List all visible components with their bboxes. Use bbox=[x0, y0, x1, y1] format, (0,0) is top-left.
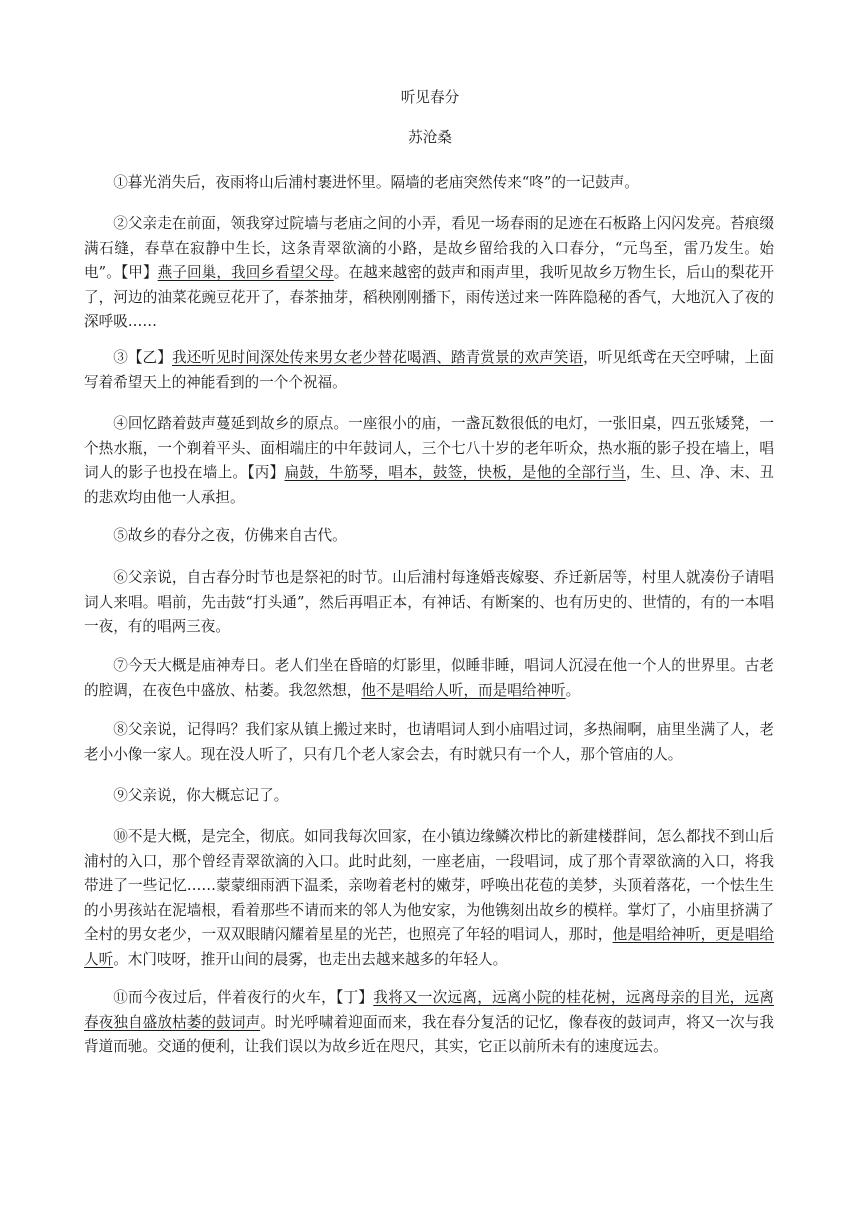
paragraph-text: ①暮光消失后，夜雨将山后浦村裹进怀里。隔墙的老庙突然传来“咚”的一记鼓声。 bbox=[113, 174, 639, 191]
paragraph-text: 。 bbox=[565, 681, 581, 699]
paragraph-text: ②父亲走在前面，领我穿过院墙与老庙之间的小弄，看见一场春雨的足迹在石板路上闪闪发亮。苔痕缀满石缝，春草在寂静中生长，这条青翠欲滴的小路，是故乡留给我的入口春分，“元鸟至，雷乃发生。始电”。 bbox=[84, 215, 774, 281]
paragraph-4 bbox=[84, 412, 774, 510]
paragraph-text: 。在越来越密的鼓声和雨声里，我听见故乡万物生长，后山的梨花开了，河边的油菜花豌豆花开了，春茶抽芽，稻秧刚刚播下，雨传送过来一阵阵隐秘的香气，大地沉入了夜的深呼吸…… bbox=[84, 264, 774, 330]
paragraph-text: ⑥父亲说，自古春分时节也是祭祀的时节。山后浦村每逢婚丧嫁娶、乔迁新居等，村里人就凑份子请唱词人来唱。唱前，先击鼓“打头通”，然后再唱正本，有神话、有断案的、也有历史的、世情的，有的一本唱一夜，有的唱两三夜。 bbox=[84, 569, 774, 635]
paragraph-text: 。木门吱呀，推开山间的晨雾，也走出去越来越多的年轻人。 bbox=[113, 950, 508, 968]
article-author: 苏沧桑 bbox=[408, 129, 452, 146]
paragraph-text: 【乙】 bbox=[127, 349, 172, 366]
underlined-sentence: 他是唱给神听，更是唱给人听 bbox=[84, 926, 774, 968]
paragraph-text: ⑩不是大概，是完全，彻底。如同我每次回家，在小镇边缘鳞次栉比的新建楼群间，怎么都找不到山后浦村的入口，那个曾经青翠欲滴的入口。此时此刻，一座老庙，一段唱词，成了那个青翠欲滴的入口，将我带进了一些记忆……蒙蒙细雨洒下温柔，亲吻着老村的嫩芽，呼唤出花苞的美梦，头顶着落花，一个怯生生的小男孩站在泥墙根，看着那些不请而来的邻人为他安家，为他镌刻出故乡的模样。掌灯了，小庙里挤满了全村的男女老少，一双双眼睛闪耀着星星的光芒，也照亮了年轻的唱词人，那时， bbox=[84, 828, 774, 943]
paragraph-text: 。时光呼啸着迎面而来，我在春分复活的记忆，像春夜的鼓词声，将又一次与我背道而驰。交通的便利，让我们误以为故乡近在咫尺，其实，它正以前所未有的速度远去。 bbox=[84, 1013, 774, 1055]
paragraph-1 bbox=[84, 171, 774, 196]
paragraph-3 bbox=[84, 346, 774, 395]
underlined-sentence: 他不是唱给人听，而是唱给神听 bbox=[361, 681, 566, 699]
underlined-sentence: 我还听见时间深处传来男女老少替花喝酒、踏青赏景的欢声笑语 bbox=[171, 349, 584, 366]
paragraph-6 bbox=[84, 566, 774, 640]
paragraph-text: 【甲】 bbox=[120, 264, 158, 281]
paragraph-text: ⑧父亲说，记得吗？我们家从镇上搬过来时，也请唱词人到小庙唱过词，多热闹啊，庙里坐满了人，老老小小像一家人。现在没人听了，只有几个老人家会去，有时就只有一个人，那个管庙的人。 bbox=[84, 721, 774, 763]
paragraph-text: ，生、旦、净、末、丑的悲欢均由他一人承担。 bbox=[84, 464, 774, 506]
underlined-sentence: 燕子回巢，我回乡看望父母 bbox=[157, 264, 334, 281]
paragraph-7 bbox=[84, 654, 774, 703]
paragraph-text: ④回忆踏着鼓声蔓延到故乡的原点。一座很小的庙，一盏瓦数很低的电灯，一张旧桌，四五张矮凳，一个热水瓶，一个剃着平头、面相端庄的中年鼓词人，三个七八十岁的老年听众，热水瓶的影子投在墙上，唱词人的影子也投在墙上。 bbox=[84, 415, 774, 481]
paragraph-text: 【丁】 bbox=[335, 989, 374, 1006]
paragraph-text: ，听见纸鸢在天空呼啸，上面写着希望天上的神能看到的一个个祝福。 bbox=[84, 349, 774, 391]
paragraph-5 bbox=[84, 524, 774, 549]
paragraph-11 bbox=[84, 986, 774, 1060]
article-title: 听见春分 bbox=[400, 89, 460, 106]
paragraph-text: ⑤故乡的春分之夜，仿佛来自古代。 bbox=[113, 527, 347, 544]
underlined-sentence: 扁鼓，牛筋琴，唱本，鼓签，快板，是他的全部行当 bbox=[284, 464, 626, 481]
paragraph-10 bbox=[84, 825, 774, 972]
paragraph-2 bbox=[84, 212, 774, 335]
paragraph-text: 【丙】 bbox=[247, 464, 285, 481]
underlined-sentence: 我将又一次远离，远离小院的桂花树，远离母亲的目光，远离春夜独自盛放枯萎的鼓词声 bbox=[84, 989, 774, 1031]
paragraph-text: ⑨父亲说，你大概忘记了。 bbox=[113, 787, 289, 804]
paragraph-8 bbox=[84, 718, 774, 767]
paragraph-text: ⑪而今夜过后，伴着夜行的火车， bbox=[113, 989, 336, 1006]
paragraph-9 bbox=[84, 784, 774, 809]
paragraph-text: ⑦今天大概是庙神寿日。老人们坐在昏暗的灯影里，似睡非睡，唱词人沉浸在他一个人的世界里。古老的腔调，在夜色中盛放、枯萎。我忽然想， bbox=[84, 657, 774, 699]
paragraph-text: ③ bbox=[113, 349, 128, 366]
